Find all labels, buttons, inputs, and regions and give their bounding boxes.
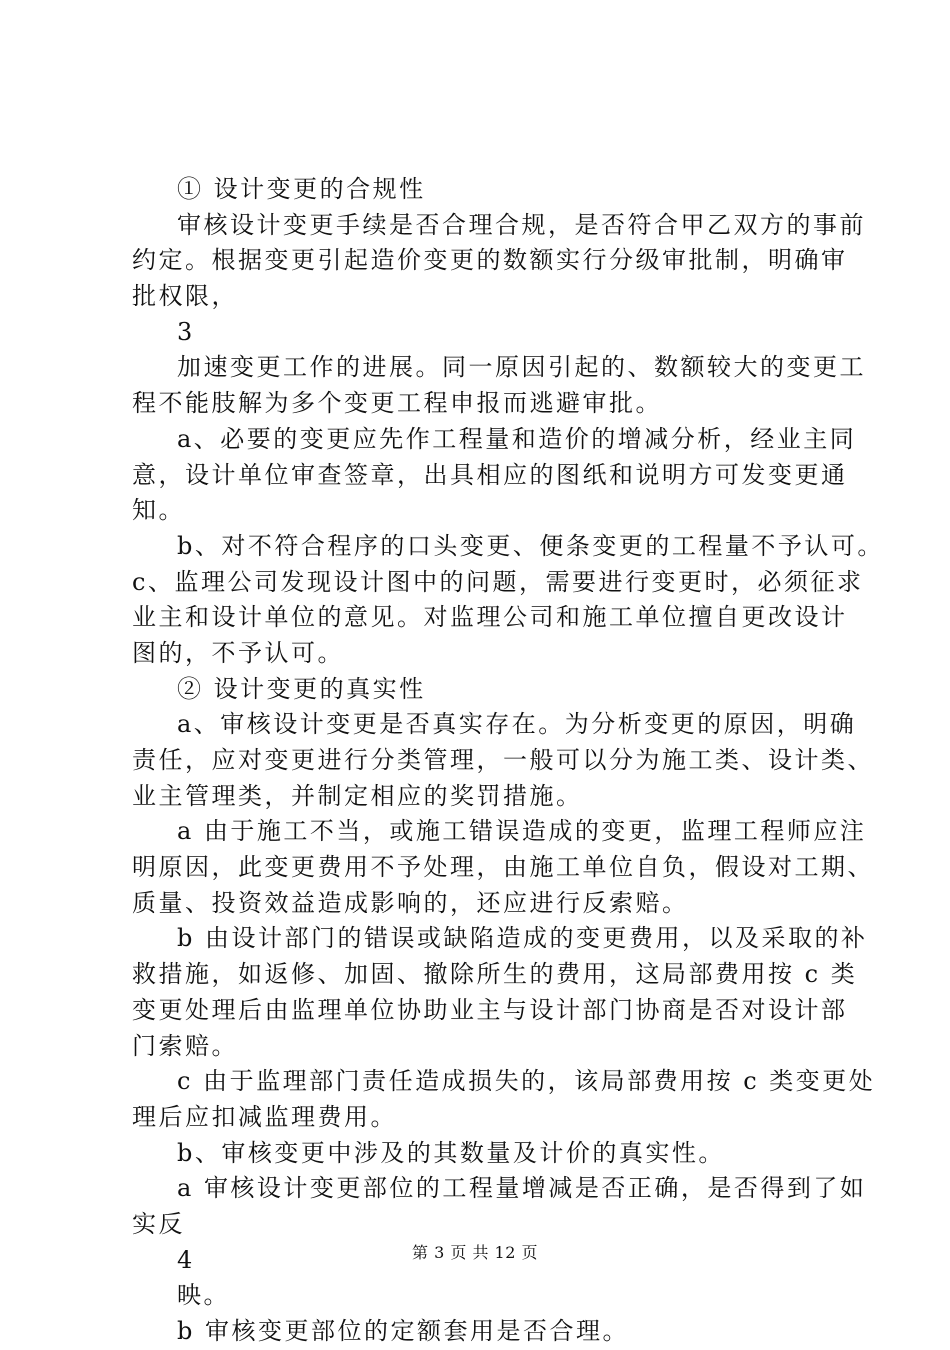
text-line: ② 设计变更的真实性: [177, 674, 426, 703]
text-line: 责任，应对变更进行分类管理，一般可以分为施工类、设计类、: [132, 746, 874, 774]
text-line: c 由于监理部门责任造成损失的，该局部费用按 c 类变更处: [177, 1067, 876, 1096]
text-line: c、监理公司发现设计图中的问题，需要进行变更时，必须征求: [132, 567, 864, 596]
page-footer: 第 3 页 共 12 页: [412, 1243, 538, 1262]
text-line: a、审核设计变更是否真实存在。为分析变更的原因，明确: [177, 710, 857, 739]
text-line: 3: [177, 317, 195, 346]
document-body: [132, 172, 884, 1350]
text-line: 约定。根据变更引起造价变更的数额实行分级审批制，明确审: [132, 246, 848, 275]
text-line: b 由设计部门的错误或缺陷造成的变更费用，以及采取的补: [177, 924, 868, 953]
text-line: 映。: [177, 1281, 230, 1310]
text-line: 变更处理后由监理单位协助业主与设计部门协商是否对设计部: [132, 995, 848, 1024]
text-line: a 审核设计变更部位的工程量增减是否正确，是否得到了如: [177, 1174, 867, 1203]
text-line: 质量、投资效益造成影响的，还应进行反索赔。: [132, 888, 689, 917]
text-line: b 审核变更部位的定额套用是否合理。: [177, 1317, 629, 1345]
text-line: b、对不符合程序的口头变更、便条变更的工程量不予认可。: [177, 531, 884, 560]
text-line: 加速变更工作的进展。同一原因引起的、数额较大的变更工: [177, 353, 866, 382]
text-line: 图的，不予认可。: [132, 638, 344, 667]
text-line: b、审核变更中涉及的其数量及计价的真实性。: [177, 1138, 725, 1167]
text-line: 门索赔。: [132, 1031, 238, 1060]
text-line: 4: [177, 1245, 195, 1274]
text-line: a 由于施工不当，或施工错误造成的变更，监理工程师应注: [177, 817, 867, 846]
text-line: 意，设计单位审查签章，出具相应的图纸和说明方可发变更通: [132, 460, 848, 489]
text-line: 审核设计变更手续是否合理合规，是否符合甲乙双方的事前: [177, 210, 866, 239]
text-line: 业主和设计单位的意见。对监理公司和施工单位擅自更改设计: [132, 603, 848, 632]
text-line: 程不能肢解为多个变更工程申报而逃避审批。: [132, 389, 662, 418]
text-line: 批权限，: [132, 282, 238, 311]
text-line: 理后应扣减监理费用。: [132, 1102, 397, 1131]
text-line: 业主管理类，并制定相应的奖罚措施。: [132, 781, 583, 810]
text-line: ① 设计变更的合规性: [177, 175, 426, 203]
text-line: a、必要的变更应先作工程量和造价的增减分析，经业主同: [177, 424, 857, 453]
text-line: 实反: [132, 1209, 185, 1238]
text-line: 救措施，如返修、加固、撤除所生的费用，这局部费用按 c 类: [132, 960, 858, 989]
text-line: 知。: [132, 496, 185, 525]
text-line: 明原因，此变更费用不予处理，由施工单位自负，假设对工期、: [132, 853, 874, 882]
